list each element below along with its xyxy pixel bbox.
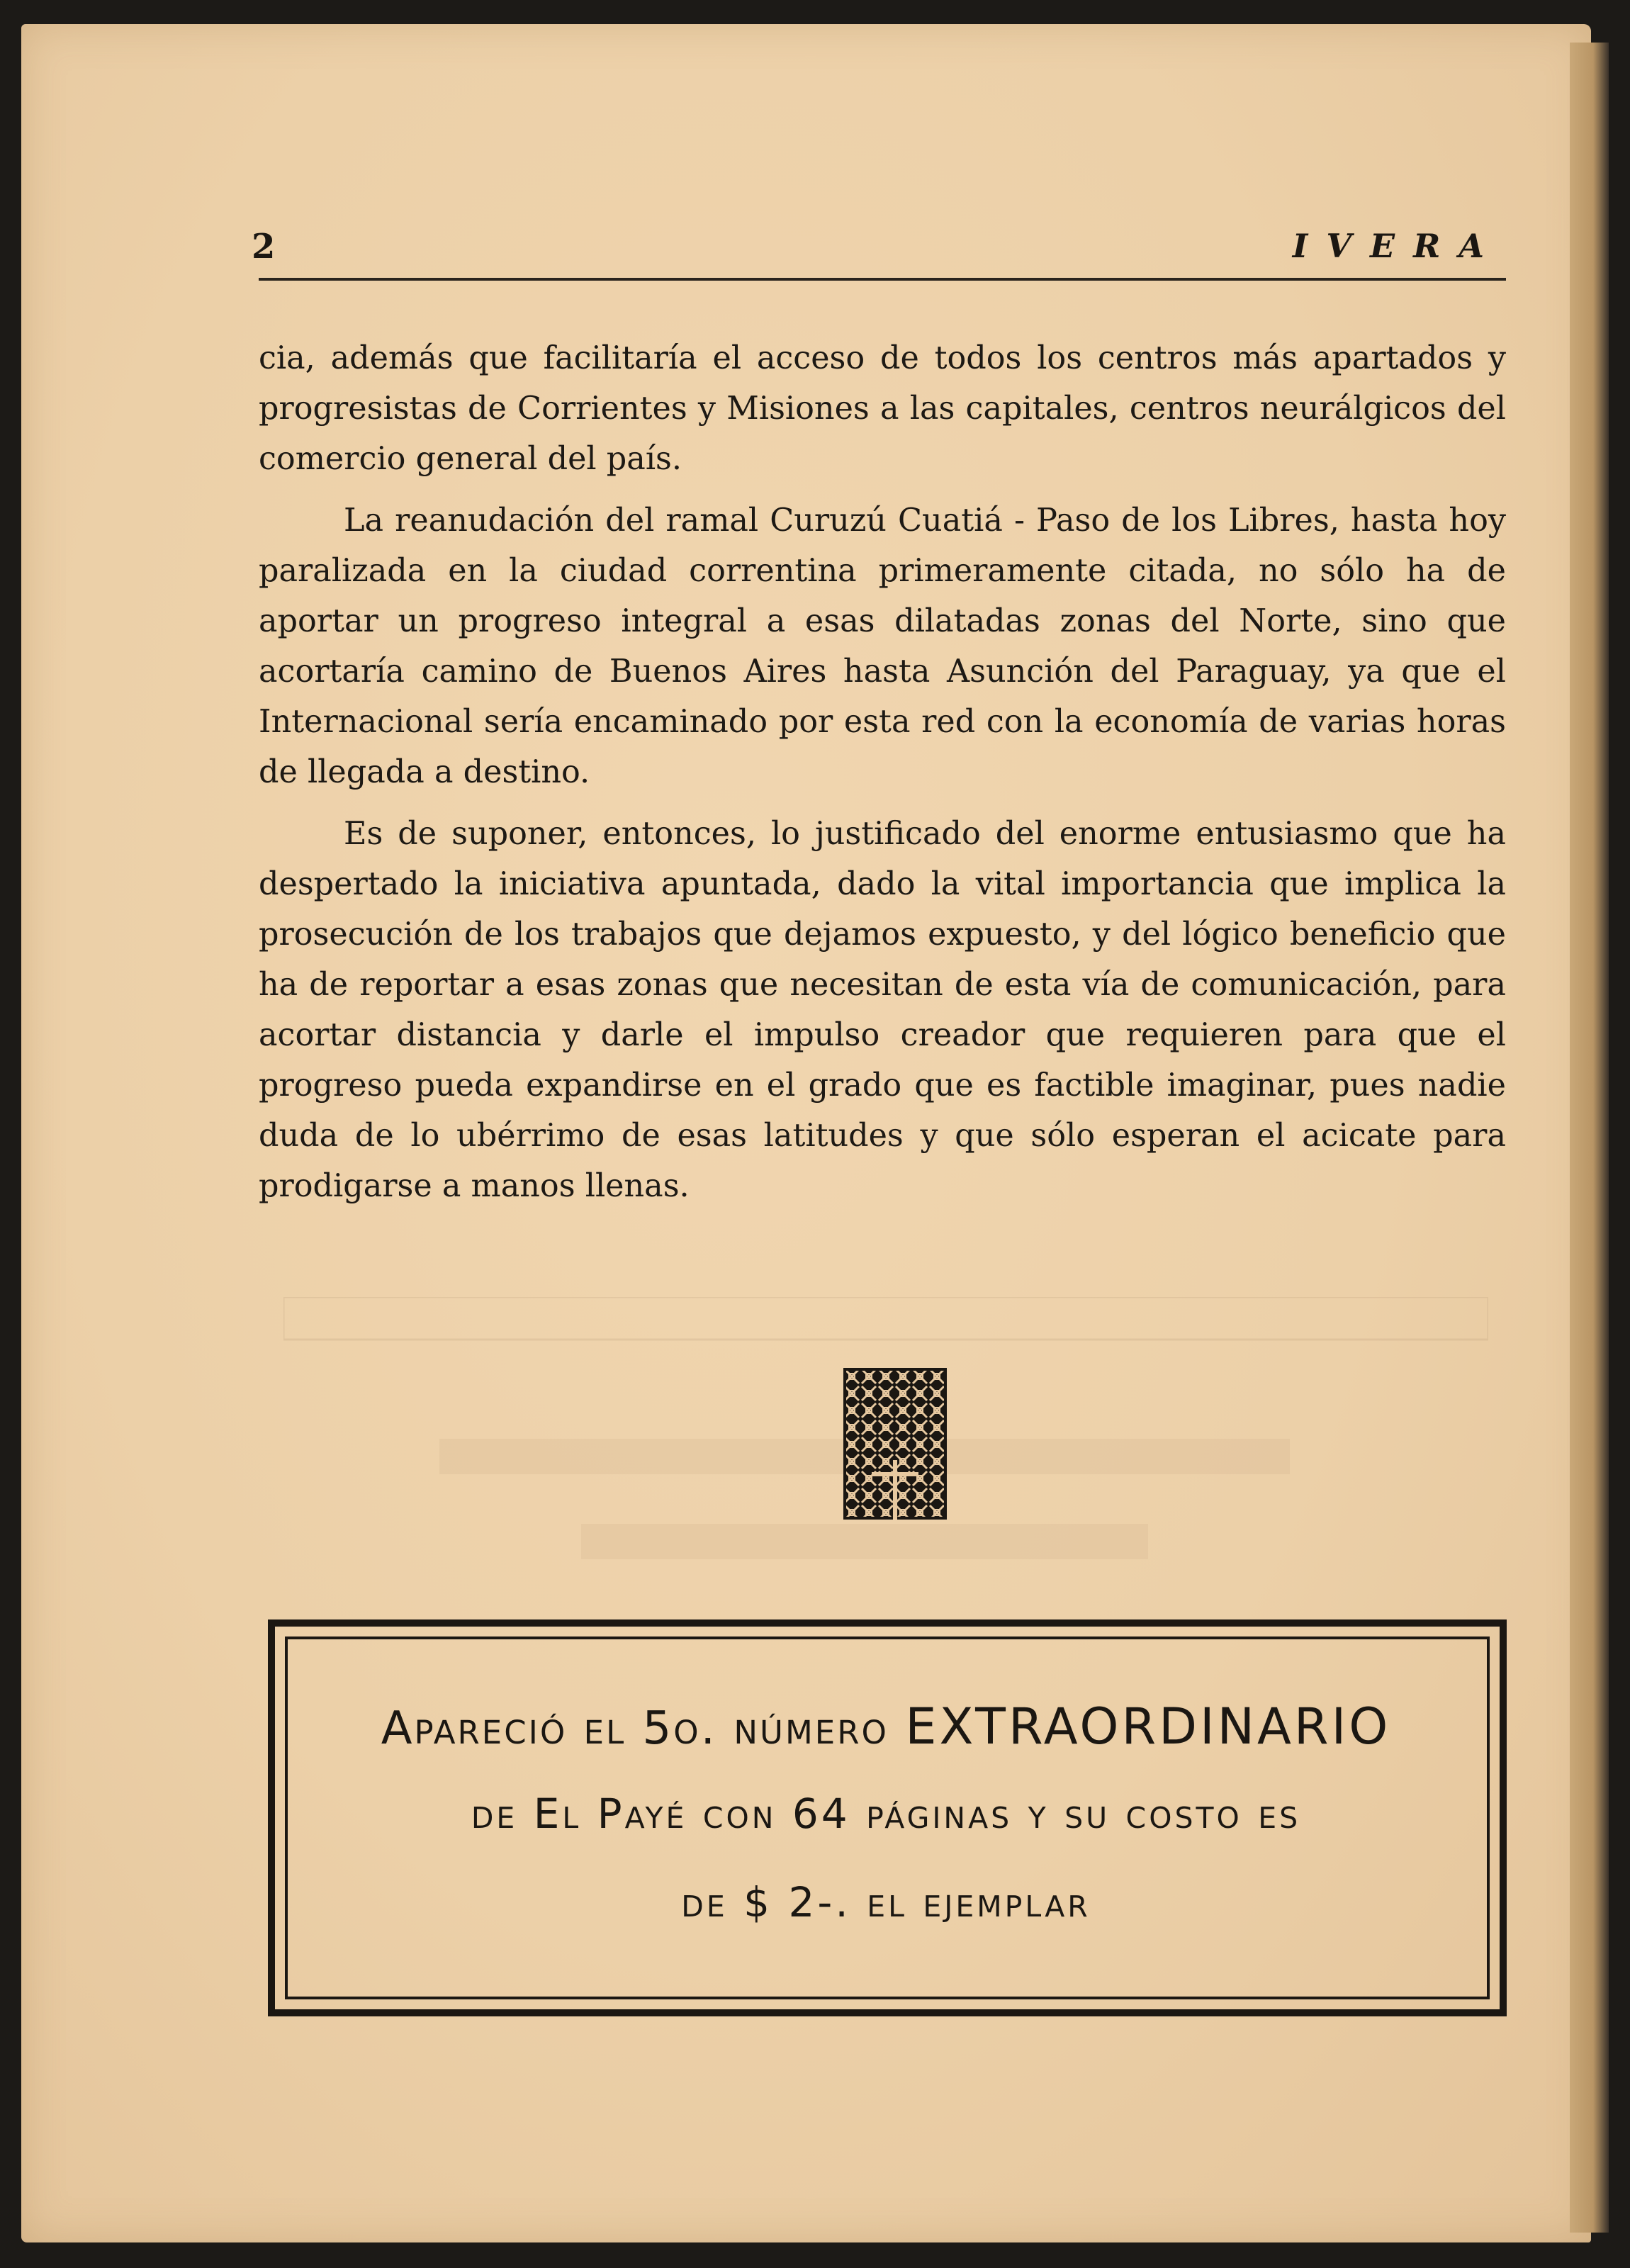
notice-line-2: de El Payé con 64 páginas y su costo es	[471, 1790, 1301, 1838]
page-edge	[1570, 43, 1609, 2233]
page-header	[227, 220, 1502, 276]
ornament-icon	[843, 1368, 947, 1520]
notice-line-1	[298, 1697, 1474, 1756]
running-head: IVERA	[1292, 227, 1502, 265]
notice-line-1-text: Apareció el 5o. número	[381, 1702, 889, 1755]
header-rule	[259, 278, 1506, 281]
notice-line-3: de $ 2-. el ejemplar	[681, 1878, 1091, 1926]
paragraph-1: cia, además que facilitaría el acceso de todos los centros más apartados y progresistas de Corrientes y Misiones a las capitales, centros neurálgicos del comercio general del país.	[259, 340, 1506, 477]
paragraph-2: La reanudación del ramal Curuzú Cuatiá - Paso de los Libres, hasta hoy paralizada en la ciudad correntina primeramente citada, no sólo ha de aportar un progreso integral a esas dilatadas zonas del Norte, sino que acortaría camino de Buenos Aires hasta Asunción del Paraguay, ya que el Internacional sería encaminado por esta red con la economía de varias horas de llegada a destino.	[259, 503, 1506, 790]
paragraph-3: Es de suponer, entonces, lo justificado del enorme entusiasmo que ha despertado la iniciativa apuntada, dado la vital importancia que implica la prosecución de los trabajos que dejamos expuesto, y del lógico beneficio que ha de reportar a esas zonas que necesitan de esta vía de comunicación, para acortar distancia y darle el impulso creador que requieren para que el progreso pueda expandirse en el grado que es factible imaginar, pues nadie duda de lo ubérrimo de esas latitudes y que sólo esperan el acicate para prodigarse a manos llenas.	[259, 816, 1506, 1204]
notice-headline-word: EXTRAORDINARIO	[905, 1697, 1391, 1756]
article-body	[259, 333, 1506, 1223]
page-number: 2	[252, 227, 276, 266]
